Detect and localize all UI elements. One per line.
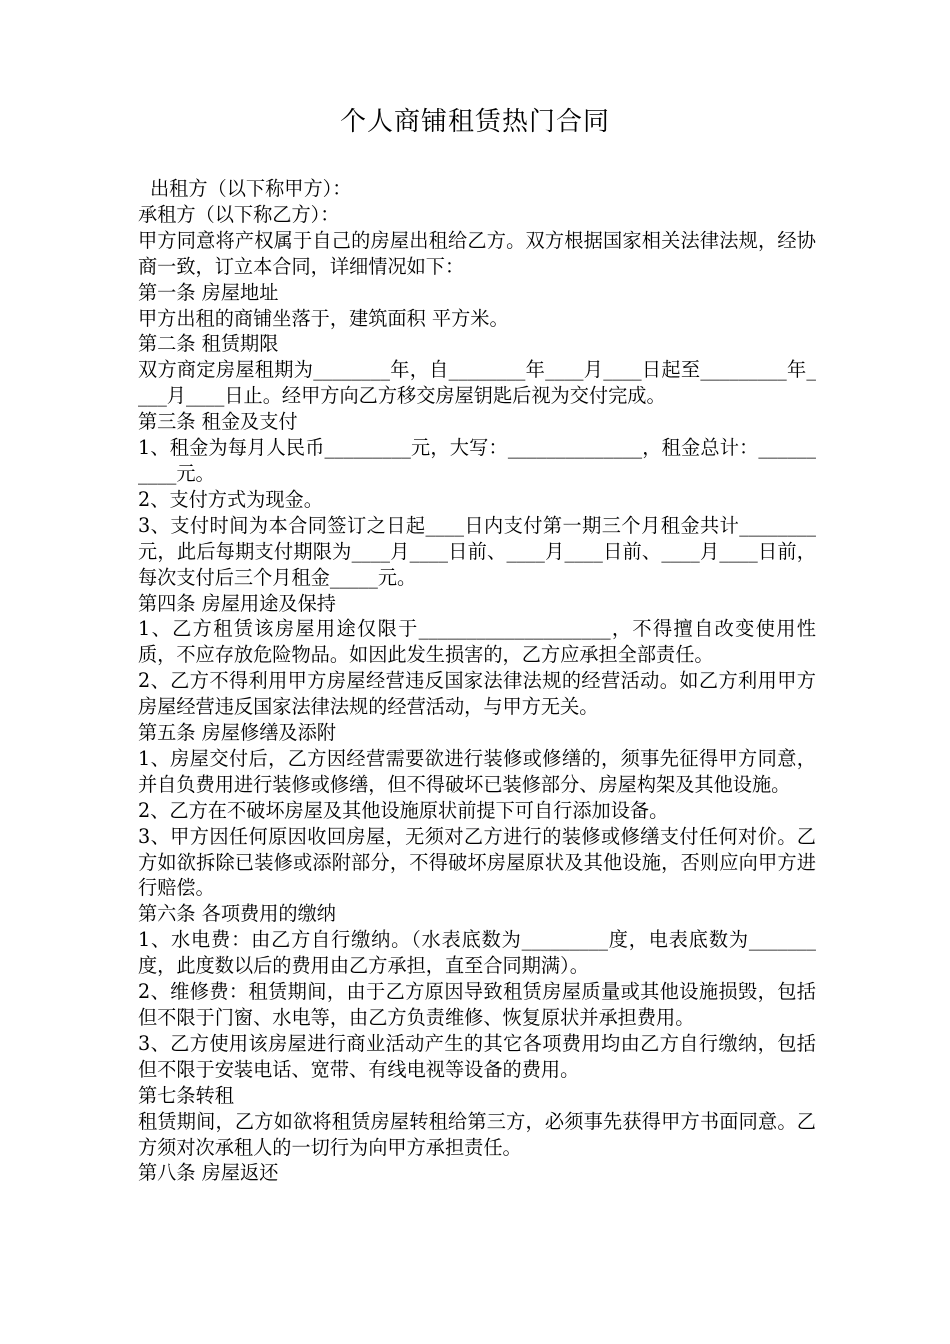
article-3-heading: 第三条 租金及支付 [138, 410, 298, 434]
article-2-text: 双方商定房屋租期为________年，自________年____月____日起至_________年____月____日止。经甲方向乙方移交房屋钥匙后视为交付完成。 [138, 358, 816, 408]
article-5-clause-2: 2、乙方在不破坏房屋及其他设施原状前提下可自行添加设备。 [138, 798, 669, 822]
document-title: 个人商铺租赁热门合同 [339, 107, 610, 137]
article-1-heading: 第一条 房屋地址 [138, 280, 279, 304]
preamble-paragraph: 甲方同意将产权属于自己的房屋出租给乙方。双方根据国家相关法律法规，经协商一致，订立本合同，详细情况如下： [138, 228, 816, 278]
article-2-heading: 第二条 租赁期限 [138, 332, 279, 356]
article-8-heading: 第八条 房屋返还 [138, 1161, 279, 1185]
article-7-heading: 第七条转租 [138, 1083, 234, 1107]
article-5-heading: 第五条 房屋修缮及添附 [138, 721, 336, 745]
article-6-heading: 第六条 各项费用的缴纳 [138, 902, 336, 926]
article-3-clause-1: 1、租金为每月人民币_________元，大写：______________，租金总计：__________元。 [138, 436, 816, 485]
article-4-clause-2: 2、乙方不得利用甲方房屋经营违反国家法律法规的经营活动。如乙方利用甲方房屋经营违反国家法律法规的经营活动，与甲方无关。 [138, 669, 816, 719]
article-6-clause-1: 1、水电费：由乙方自行缴纳。（水表底数为_________度，电表底数为_______度，此度数以后的费用由乙方承担，直至合同期满）。 [138, 928, 816, 978]
article-4-heading: 第四条 房屋用途及保持 [138, 591, 336, 615]
article-6-clause-3: 3、乙方使用该房屋进行商业活动产生的其它各项费用均由乙方自行缴纳，包括但不限于安装电话、宽带、有线电视等设备的费用。 [138, 1031, 816, 1081]
article-1-text: 甲方出租的商铺坐落于，建筑面积 平方米。 [138, 306, 509, 330]
lessee-line: 承租方（以下称乙方）： [138, 202, 340, 226]
article-4-clause-1: 1、乙方租赁该房屋用途仅限于____________________，不得擅自改变使用性质，不应存放危险物品。如因此发生损害的，乙方应承担全部责任。 [138, 617, 816, 667]
document-body [138, 176, 816, 1186]
article-5-clause-3: 3、甲方因任何原因收回房屋，无须对乙方进行的装修或修缮支付任何对价。乙方如欲拆除已装修或添附部分，不得破坏房屋原状及其他设施，否则应向甲方进行赔偿。 [138, 824, 816, 900]
article-6-clause-2: 2、维修费：租赁期间，由于乙方原因导致租赁房屋质量或其他设施损毁，包括但不限于门窗、水电等，由乙方负责维修、恢复原状并承担费用。 [138, 980, 816, 1029]
article-7-text: 租赁期间，乙方如欲将租赁房屋转租给第三方，必须事先获得甲方书面同意。乙方须对次承租人的一切行为向甲方承担责任。 [138, 1109, 816, 1159]
article-5-clause-1: 1、房屋交付后，乙方因经营需要欲进行装修或修缮的，须事先征得甲方同意，并自负费用进行装修或修缮，但不得破坏已装修部分、房屋构架及其他设施。 [138, 746, 816, 796]
article-3-clause-3: 3、支付时间为本合同签订之日起____日内支付第一期三个月租金共计________元，此后每期支付期限为____月____日前、____月____日前、____月____日前，每次支付后三个月租金_____元。 [138, 513, 816, 589]
article-3-clause-2: 2、支付方式为现金。 [138, 487, 323, 511]
lessor-line: 出租方（以下称甲方）： [150, 177, 352, 200]
